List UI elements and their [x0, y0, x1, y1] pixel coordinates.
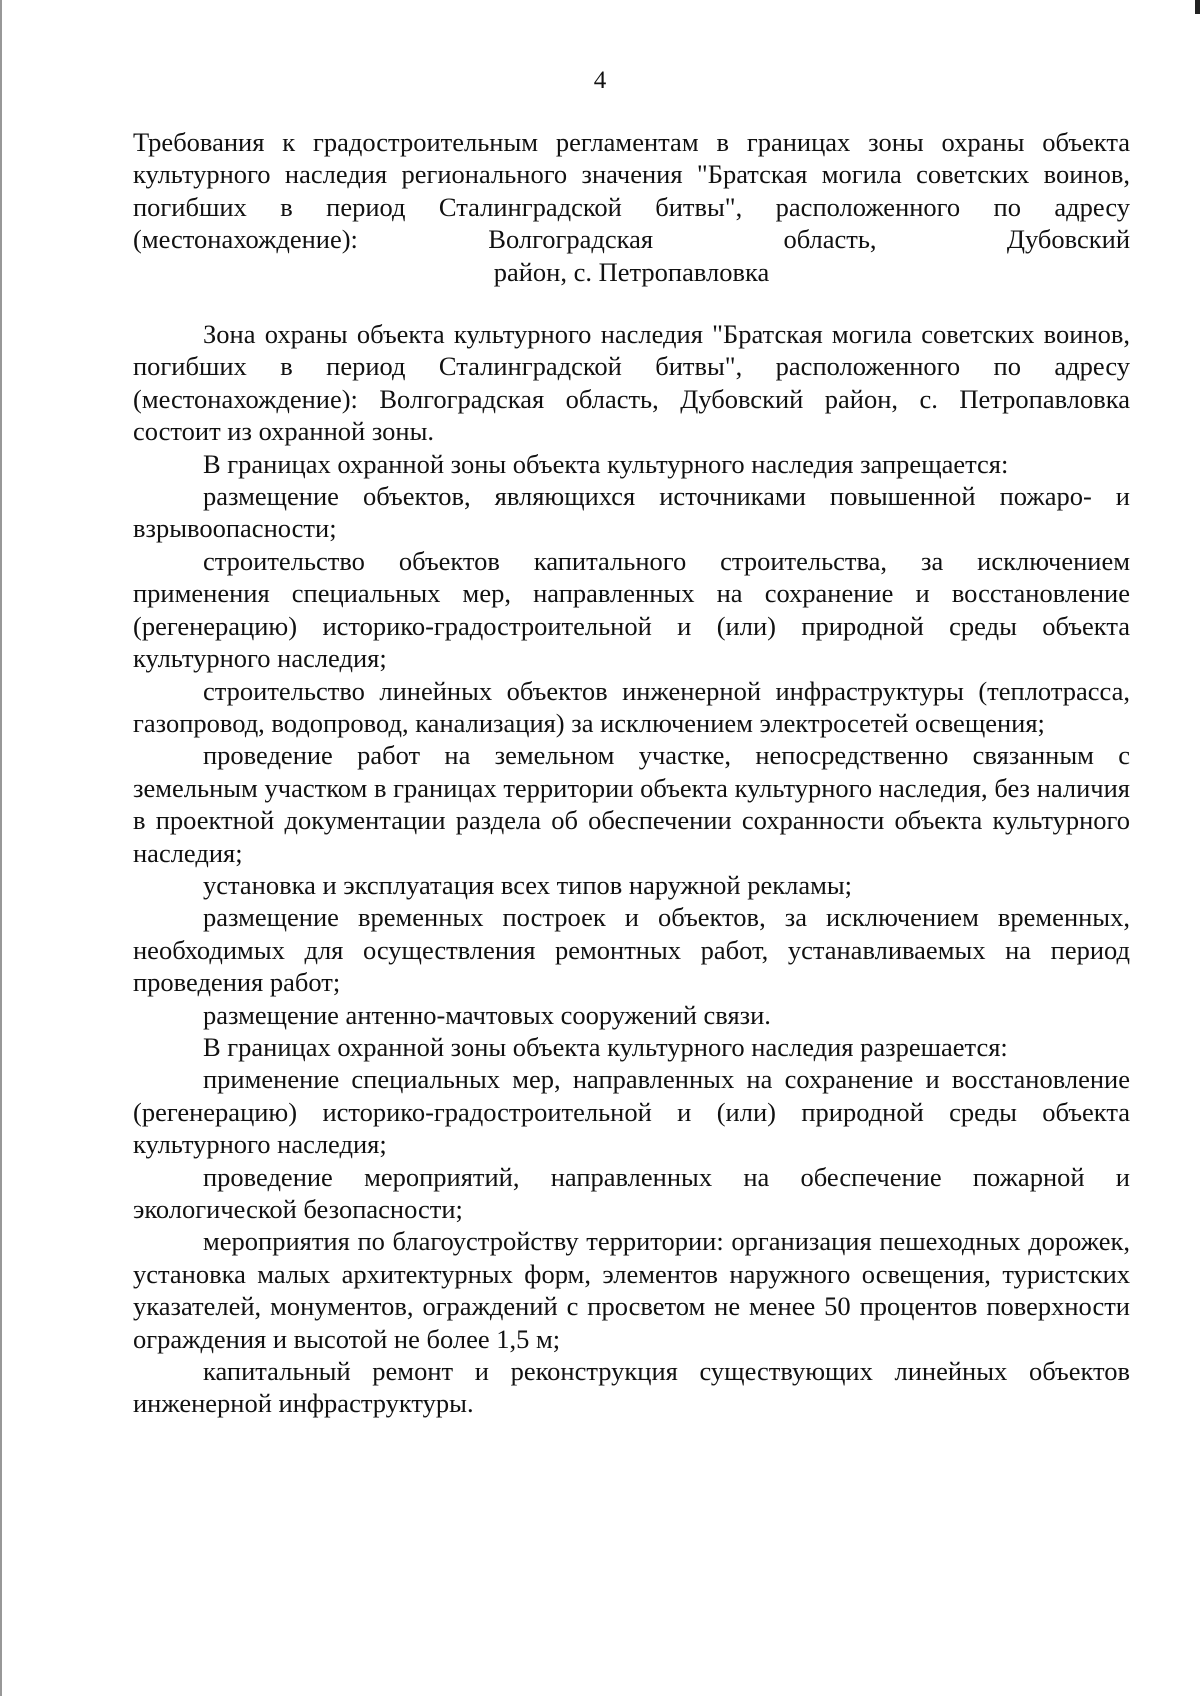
- scan-left-edge: [0, 0, 2, 1696]
- paragraph-permitted-intro: В границах охранной зоны объекта культурного наследия разрешается:: [203, 1031, 1008, 1062]
- list-item-prohibited: установка и эксплуатация всех типов наружной рекламы;: [203, 869, 853, 900]
- list-item-prohibited: размещение временных построек и объектов, за исключением временных, необходимых для осуществления ремонтных работ, устанавливаемых на период проведения работ;: [133, 902, 1130, 998]
- document-heading: [133, 126, 1130, 288]
- page-number: 4: [593, 67, 607, 94]
- list-item-prohibited: размещение объектов, являющихся источниками повышенной пожаро- и взрывоопасности;: [133, 481, 1130, 544]
- paragraph-prohibited-intro: В границах охранной зоны объекта культурного наследия запрещается:: [203, 448, 1009, 479]
- heading-line: культурного наследия регионального значения "Братская могила советских воинов,: [133, 159, 1130, 190]
- body-paragraphs: [133, 318, 1130, 1420]
- paragraph-zone-composition: Зона охраны объекта культурного наследия "Братская могила советских воинов, погибших в период Сталинградской битвы", расположенного по адресу (местонахождение): Волгоградская область, Дубовский район, с. Петропавловка состоит из охранной зоны.: [133, 319, 1130, 447]
- list-item-prohibited: строительство линейных объектов инженерной инфраструктуры (теплотрасса, газопровод, водопровод, канализация) за исключением электросетей освещения;: [133, 675, 1130, 738]
- list-item-permitted: мероприятия по благоустройству территории: организация пешеходных дорожек, установка малых архитектурных форм, элементов наружного освещения, туристских указателей, монументов, ограждений с просветом не менее 50 процентов поверхности ограждения и высотой не более 1,5 м;: [133, 1226, 1130, 1354]
- list-item-permitted: капитальный ремонт и реконструкция существующих линейных объектов инженерной инфраструктуры.: [133, 1356, 1130, 1419]
- heading-line: погибших в период Сталинградской битвы", расположенного по адресу: [133, 191, 1130, 222]
- list-item-prohibited: строительство объектов капитального строительства, за исключением применения специальных мер, направленных на сохранение и восстановление (регенерацию) историко-градостроительной и (или) природной среды объекта культурного наследия;: [133, 545, 1130, 674]
- list-item-permitted: применение специальных мер, направленных на сохранение и восстановление (регенерацию) историко-градостроительной и (или) природной среды объекта культурного наследия;: [133, 1064, 1130, 1160]
- list-item-permitted: проведение мероприятий, направленных на обеспечение пожарной и экологической безопасности;: [133, 1161, 1130, 1224]
- heading-line: Требования к градостроительным регламентам в границах зоны охраны объекта: [133, 127, 1130, 157]
- heading-line: район, с. Петропавловка: [493, 256, 770, 287]
- document-body: [133, 126, 1130, 1420]
- list-item-prohibited: проведение работ на земельном участке, непосредственно связанным с земельным участком в границах территории объекта культурного наследия, без наличия в проектной документации раздела об обеспечении сохранности объекта культурного наследия;: [133, 740, 1130, 868]
- list-item-prohibited: размещение антенно-мачтовых сооружений связи.: [203, 999, 771, 1030]
- scan-corner-mark: [1195, 0, 1200, 14]
- heading-line: (местонахождение): Волгоградская область, Дубовский: [133, 224, 1130, 255]
